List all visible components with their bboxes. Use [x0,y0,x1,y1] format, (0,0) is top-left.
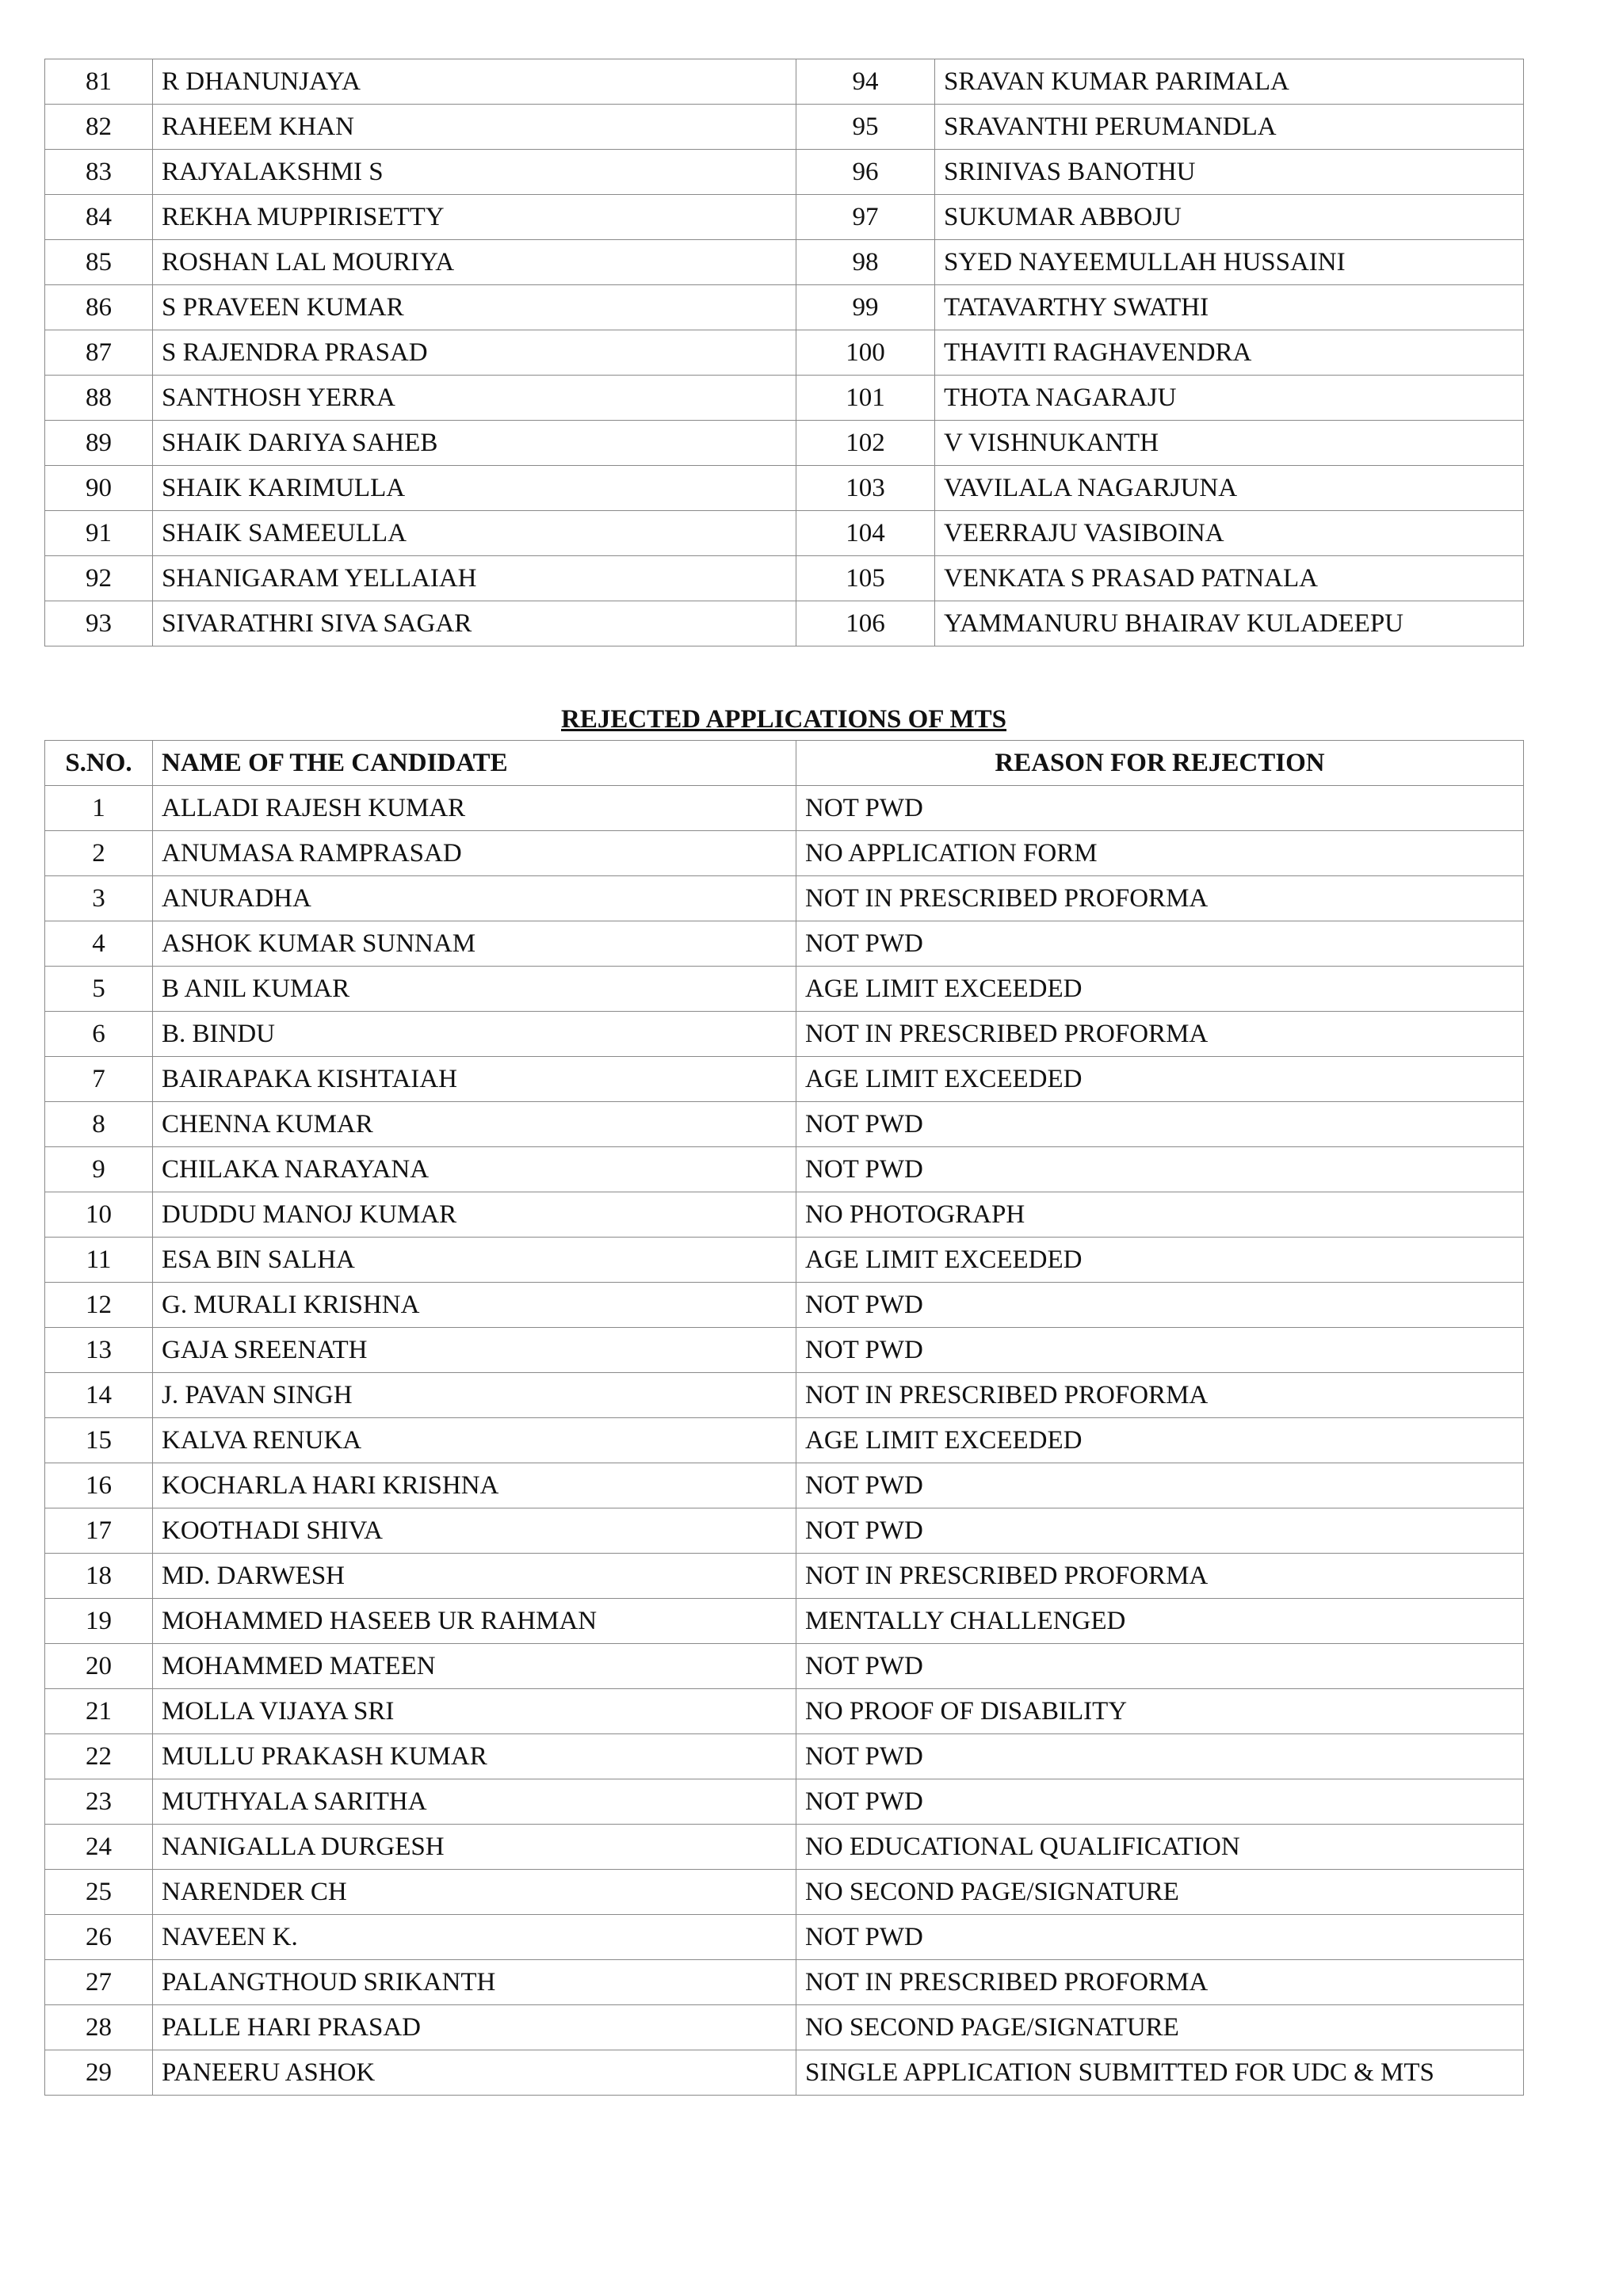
serial-number: 13 [45,1328,153,1373]
candidate-name: MUTHYALA SARITHA [153,1779,796,1825]
serial-number: 94 [796,59,935,105]
serial-number: 81 [45,59,153,105]
table-row [45,2005,1524,2050]
serial-number: 106 [796,601,935,646]
serial-number: 84 [45,195,153,240]
table-row [45,1599,1524,1644]
candidate-name: KOOTHADI SHIVA [153,1508,796,1554]
table-row [45,1328,1524,1373]
candidate-name: S RAJENDRA PRASAD [153,330,796,376]
table-row [45,876,1524,921]
candidate-name: MOHAMMED HASEEB UR RAHMAN [153,1599,796,1644]
table-row [45,285,1524,330]
table-row [45,105,1524,150]
rejection-reason: NO EDUCATIONAL QUALIFICATION [796,1825,1524,1870]
candidate-name: MOLLA VIJAYA SRI [153,1689,796,1734]
table-row [45,1463,1524,1508]
candidate-name: NARENDER CH [153,1870,796,1915]
table-row [45,1554,1524,1599]
rejection-reason: NOT PWD [796,1102,1524,1147]
serial-number: 85 [45,240,153,285]
rejection-reason: NOT PWD [796,786,1524,831]
table-row [45,421,1524,466]
rejection-reason: NO PHOTOGRAPH [796,1192,1524,1238]
serial-number: 92 [45,556,153,601]
table-row [45,1689,1524,1734]
rejection-reason: NOT PWD [796,1734,1524,1779]
serial-number: 97 [796,195,935,240]
table-row [45,240,1524,285]
rejected-applications-table [44,740,1524,2096]
candidate-name: BAIRAPAKA KISHTAIAH [153,1057,796,1102]
serial-number: 24 [45,1825,153,1870]
serial-number: 104 [796,511,935,556]
table-row [45,556,1524,601]
candidate-name: ASHOK KUMAR SUNNAM [153,921,796,967]
table-row [45,1825,1524,1870]
serial-number: 1 [45,786,153,831]
table-row [45,1644,1524,1689]
candidate-name: ANURADHA [153,876,796,921]
serial-number: 8 [45,1102,153,1147]
rejection-reason: NOT PWD [796,1147,1524,1192]
serial-number: 12 [45,1283,153,1328]
serial-number: 103 [796,466,935,511]
candidate-name: SIVARATHRI SIVA SAGAR [153,601,796,646]
candidate-name: MOHAMMED MATEEN [153,1644,796,1689]
serial-number: 2 [45,831,153,876]
serial-number: 86 [45,285,153,330]
table-row [45,59,1524,105]
serial-number: 14 [45,1373,153,1418]
table-row [45,786,1524,831]
candidate-name: J. PAVAN SINGH [153,1373,796,1418]
serial-number: 98 [796,240,935,285]
serial-number: 7 [45,1057,153,1102]
rejection-reason: NOT IN PRESCRIBED PROFORMA [796,1554,1524,1599]
candidate-name: NANIGALLA DURGESH [153,1825,796,1870]
rejected-section-heading: REJECTED APPLICATIONS OF MTS [561,705,1006,734]
serial-number: 105 [796,556,935,601]
rejection-reason: NO SECOND PAGE/SIGNATURE [796,2005,1524,2050]
table-row [45,511,1524,556]
rejection-reason: NOT PWD [796,1915,1524,1960]
approved-candidates-table [44,59,1524,646]
candidate-name: SHAIK DARIYA SAHEB [153,421,796,466]
serial-number: 26 [45,1915,153,1960]
serial-number: 9 [45,1147,153,1192]
serial-number: 88 [45,376,153,421]
serial-number: 10 [45,1192,153,1238]
candidate-name: RAJYALAKSHMI S [153,150,796,195]
candidate-name: MULLU PRAKASH KUMAR [153,1734,796,1779]
serial-number: 15 [45,1418,153,1463]
table-row [45,466,1524,511]
table-row [45,376,1524,421]
table-row [45,1870,1524,1915]
candidate-name: PANEERU ASHOK [153,2050,796,2096]
table-row [45,150,1524,195]
table-row [45,967,1524,1012]
serial-number: 82 [45,105,153,150]
serial-number: 28 [45,2005,153,2050]
candidate-name: R DHANUNJAYA [153,59,796,105]
table-row [45,601,1524,646]
serial-number: 93 [45,601,153,646]
serial-number: 4 [45,921,153,967]
candidate-name: SHAIK KARIMULLA [153,466,796,511]
candidate-name: REKHA MUPPIRISETTY [153,195,796,240]
candidate-name: NAVEEN K. [153,1915,796,1960]
candidate-name: TATAVARTHY SWATHI [935,285,1524,330]
table-row [45,330,1524,376]
serial-number: 102 [796,421,935,466]
serial-number: 90 [45,466,153,511]
header-sno: S.NO. [45,741,153,786]
serial-number: 95 [796,105,935,150]
candidate-name: SRINIVAS BANOTHU [935,150,1524,195]
table-row [45,1283,1524,1328]
candidate-name: CHILAKA NARAYANA [153,1147,796,1192]
rejection-reason: MENTALLY CHALLENGED [796,1599,1524,1644]
candidate-name: VEERRAJU VASIBOINA [935,511,1524,556]
table-row [45,1734,1524,1779]
candidate-name: S PRAVEEN KUMAR [153,285,796,330]
serial-number: 96 [796,150,935,195]
candidate-name: ANUMASA RAMPRASAD [153,831,796,876]
rejection-reason: NOT PWD [796,1328,1524,1373]
table-row [45,1915,1524,1960]
candidate-name: YAMMANURU BHAIRAV KULADEEPU [935,601,1524,646]
candidate-name: ALLADI RAJESH KUMAR [153,786,796,831]
candidate-name: THAVITI RAGHAVENDRA [935,330,1524,376]
candidate-name: SRAVANTHI PERUMANDLA [935,105,1524,150]
serial-number: 99 [796,285,935,330]
table-row [45,831,1524,876]
rejection-reason: AGE LIMIT EXCEEDED [796,1418,1524,1463]
table-row [45,1779,1524,1825]
serial-number: 6 [45,1012,153,1057]
serial-number: 25 [45,1870,153,1915]
table-row [45,1373,1524,1418]
rejection-reason: SINGLE APPLICATION SUBMITTED FOR UDC & MTS [796,2050,1524,2096]
table-row [45,1102,1524,1147]
serial-number: 16 [45,1463,153,1508]
candidate-name: G. MURALI KRISHNA [153,1283,796,1328]
candidate-name: SYED NAYEEMULLAH HUSSAINI [935,240,1524,285]
rejection-reason: NOT IN PRESCRIBED PROFORMA [796,1373,1524,1418]
serial-number: 20 [45,1644,153,1689]
candidate-name: ESA BIN SALHA [153,1238,796,1283]
rejection-reason: NO PROOF OF DISABILITY [796,1689,1524,1734]
candidate-name: B ANIL KUMAR [153,967,796,1012]
candidate-name: SRAVAN KUMAR PARIMALA [935,59,1524,105]
rejection-reason: NOT IN PRESCRIBED PROFORMA [796,876,1524,921]
rejection-reason: NOT PWD [796,1463,1524,1508]
rejection-reason: NO SECOND PAGE/SIGNATURE [796,1870,1524,1915]
table-row [45,1508,1524,1554]
candidate-name: SHAIK SAMEEULLA [153,511,796,556]
table-row [45,1192,1524,1238]
candidate-name: MD. DARWESH [153,1554,796,1599]
candidate-name: KALVA RENUKA [153,1418,796,1463]
approved-table-body [45,59,1524,646]
rejection-reason: NOT PWD [796,1644,1524,1689]
candidate-name: SHANIGARAM YELLAIAH [153,556,796,601]
serial-number: 19 [45,1599,153,1644]
serial-number: 18 [45,1554,153,1599]
candidate-name: DUDDU MANOJ KUMAR [153,1192,796,1238]
rejected-table-body [45,786,1524,2096]
rejection-reason: NOT PWD [796,1508,1524,1554]
serial-number: 27 [45,1960,153,2005]
serial-number: 100 [796,330,935,376]
candidate-name: B. BINDU [153,1012,796,1057]
serial-number: 11 [45,1238,153,1283]
rejected-table-header [45,741,1524,786]
table-row [45,1012,1524,1057]
rejection-reason: AGE LIMIT EXCEEDED [796,967,1524,1012]
table-row [45,1960,1524,2005]
serial-number: 22 [45,1734,153,1779]
rejection-reason: NOT PWD [796,921,1524,967]
serial-number: 87 [45,330,153,376]
candidate-name: KOCHARLA HARI KRISHNA [153,1463,796,1508]
header-row [45,741,1524,786]
serial-number: 83 [45,150,153,195]
rejection-reason: AGE LIMIT EXCEEDED [796,1057,1524,1102]
serial-number: 29 [45,2050,153,2096]
table-row [45,2050,1524,2096]
candidate-name: VAVILALA NAGARJUNA [935,466,1524,511]
candidate-name: VENKATA S PRASAD PATNALA [935,556,1524,601]
serial-number: 23 [45,1779,153,1825]
candidate-name: V VISHNUKANTH [935,421,1524,466]
candidate-name: PALANGTHOUD SRIKANTH [153,1960,796,2005]
serial-number: 91 [45,511,153,556]
rejection-reason: NOT IN PRESCRIBED PROFORMA [796,1960,1524,2005]
serial-number: 5 [45,967,153,1012]
rejection-reason: NOT PWD [796,1283,1524,1328]
header-reason: REASON FOR REJECTION [796,741,1524,786]
serial-number: 17 [45,1508,153,1554]
table-row [45,1418,1524,1463]
candidate-name: GAJA SREENATH [153,1328,796,1373]
header-candidate-name: NAME OF THE CANDIDATE [153,741,796,786]
table-row [45,921,1524,967]
candidate-name: SUKUMAR ABBOJU [935,195,1524,240]
table-row [45,1238,1524,1283]
rejection-reason: NOT PWD [796,1779,1524,1825]
serial-number: 21 [45,1689,153,1734]
candidate-name: THOTA NAGARAJU [935,376,1524,421]
table-row [45,1147,1524,1192]
table-row [45,195,1524,240]
candidate-name: SANTHOSH YERRA [153,376,796,421]
serial-number: 3 [45,876,153,921]
rejection-reason: NOT IN PRESCRIBED PROFORMA [796,1012,1524,1057]
table-row [45,1057,1524,1102]
rejection-reason: AGE LIMIT EXCEEDED [796,1238,1524,1283]
rejection-reason: NO APPLICATION FORM [796,831,1524,876]
serial-number: 101 [796,376,935,421]
serial-number: 89 [45,421,153,466]
candidate-name: RAHEEM KHAN [153,105,796,150]
candidate-name: PALLE HARI PRASAD [153,2005,796,2050]
candidate-name: CHENNA KUMAR [153,1102,796,1147]
candidate-name: ROSHAN LAL MOURIYA [153,240,796,285]
